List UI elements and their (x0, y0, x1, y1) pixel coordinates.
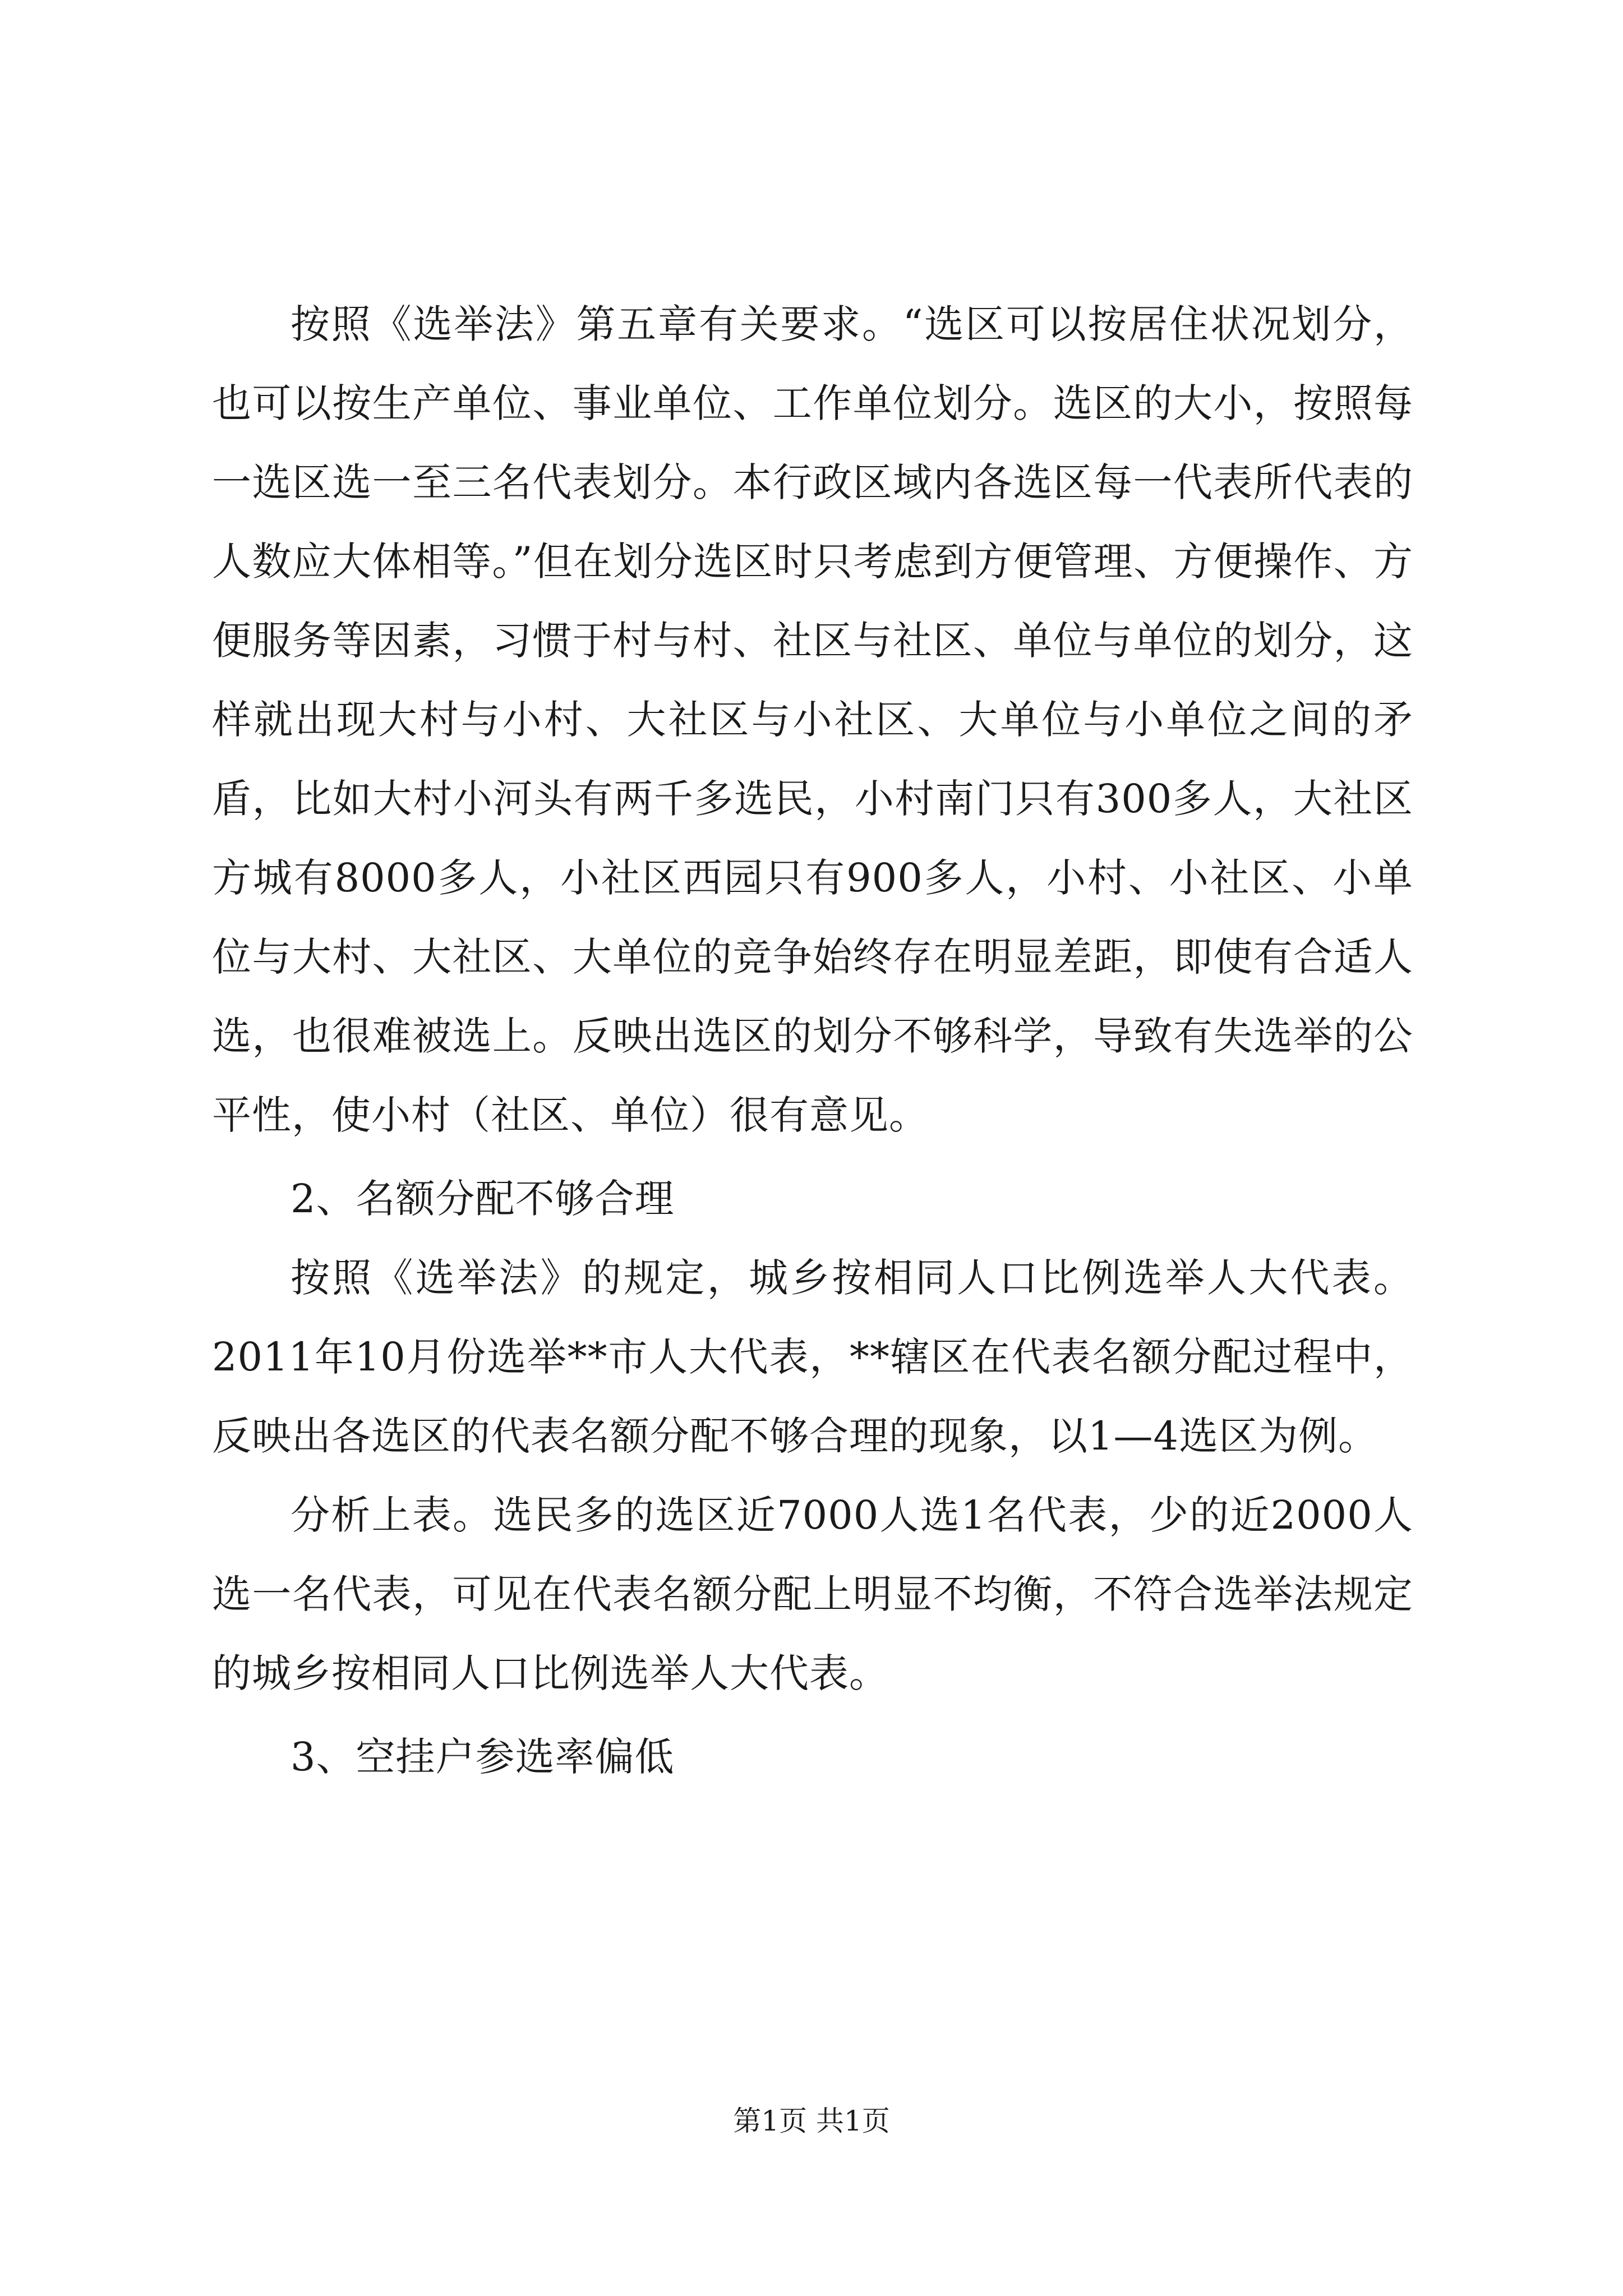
document-body (212, 285, 1413, 1797)
section-heading-registered-absentee-turnout: 3、空挂户参选率偏低 (291, 1734, 675, 1780)
paragraph-table-analysis: 分析上表。选民多的选区近7000人选1名代表，少的近2000人选一名代表，可见在代表名额分配上明显不均衡，不符合选举法规定的城乡按相同人口比例选举人大代表。 (212, 1492, 1413, 1696)
page-footer: 第1页 共1页 (733, 2105, 890, 2137)
paragraph-electoral-district-division: 按照《选举法》第五章有关要求。“选区可以按居住状况划分，也可以按生产单位、事业单位、工作单位划分。选区的大小，按照每一选区选一至三名代表划分。本行政区域内各选区每一代表所代表的人数应大体相等。”但在划分选区时只考虑到方便管理、方便操作、方便服务等因素，习惯于村与村、社区与社区、单位与单位的划分，这样就出现大村与小村、大社区与小社区、大单位与小单位之间的矛盾，比如大村小河头有两千多选民，小村南门只有300多人，大社区方城有8000多人，小社区西园只有900多人，小村、小社区、小单位与大村、大社区、大单位的竞争始终存在明显差距，即使有合适人选，也很难被选上。反映出选区的划分不够科学，导致有失选举的公平性，使小村（社区、单位）很有意见。 (212, 301, 1413, 1138)
section-heading-quota-allocation: 2、名额分配不够合理 (291, 1176, 675, 1222)
paragraph-quota-allocation: 按照《选举法》的规定，城乡按相同人口比例选举人大代表。2011年10月份选举**市人大代表，**辖区在代表名额分配过程中，反映出各选区的代表名额分配不够合理的现象，以1—4选区为例。 (212, 1255, 1413, 1459)
